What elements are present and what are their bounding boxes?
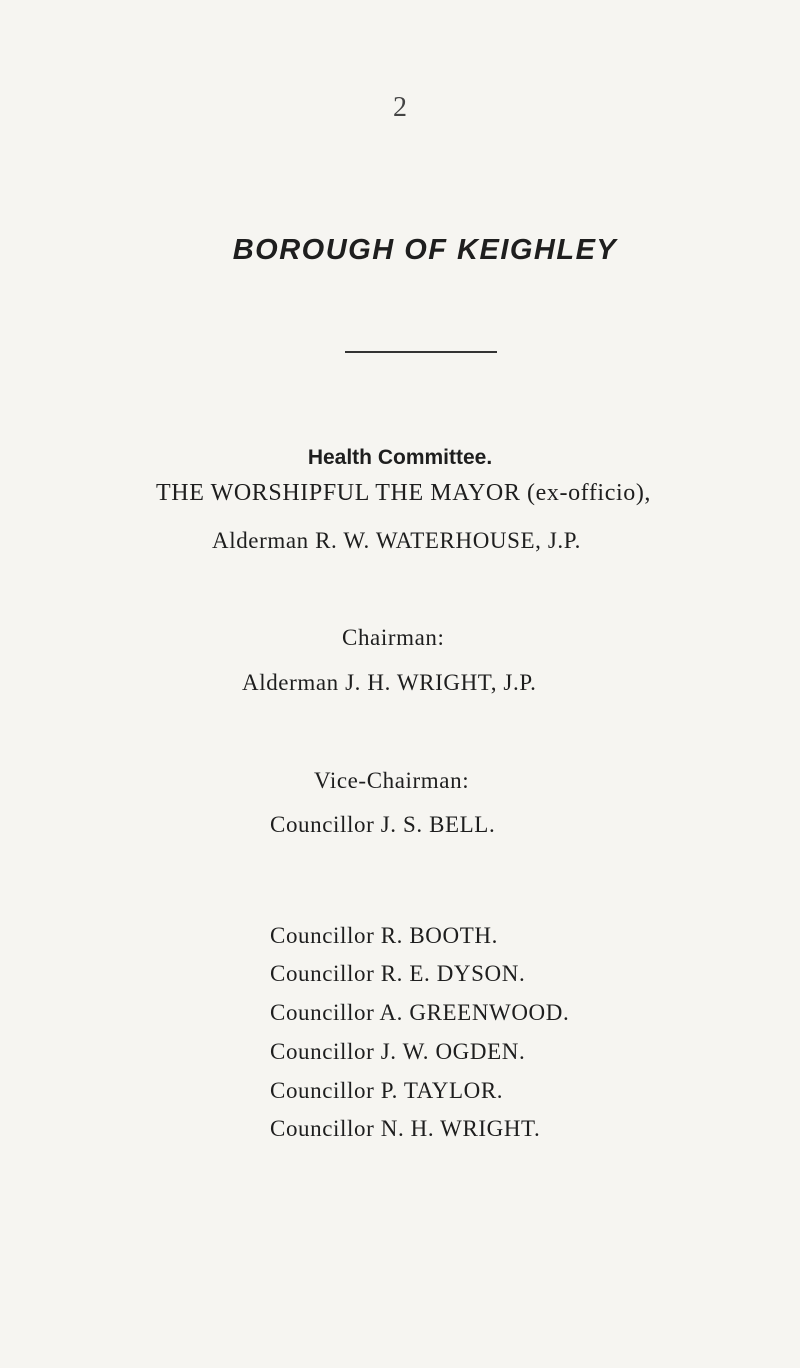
- page-number: 2: [393, 92, 407, 123]
- committee-member: Councillor A. GREENWOOD.: [270, 1000, 570, 1025]
- ex-officio-member: THE WORSHIPFUL THE MAYOR (ex-officio),: [156, 480, 652, 506]
- committee-member: Councillor P. TAYLOR.: [270, 1078, 504, 1103]
- committee-heading: Health Committee.: [307, 446, 493, 469]
- committee-member: Councillor R. BOOTH.: [270, 923, 498, 948]
- chairman-label: Chairman:: [342, 625, 445, 650]
- committee-member: Councillor R. E. DYSON.: [270, 961, 526, 986]
- committee-member: Councillor N. H. WRIGHT.: [270, 1116, 541, 1141]
- document-title: BOROUGH OF KEIGHLEY: [232, 234, 618, 266]
- vice-chairman-label: Vice-Chairman:: [314, 768, 470, 793]
- divider-rule: [345, 351, 497, 353]
- alderman-member: Alderman R. W. WATERHOUSE, J.P.: [212, 528, 581, 553]
- vice-chairman-name: Councillor J. S. BELL.: [270, 812, 496, 837]
- committee-member: Councillor J. W. OGDEN.: [270, 1039, 526, 1064]
- chairman-name: Alderman J. H. WRIGHT, J.P.: [242, 670, 537, 695]
